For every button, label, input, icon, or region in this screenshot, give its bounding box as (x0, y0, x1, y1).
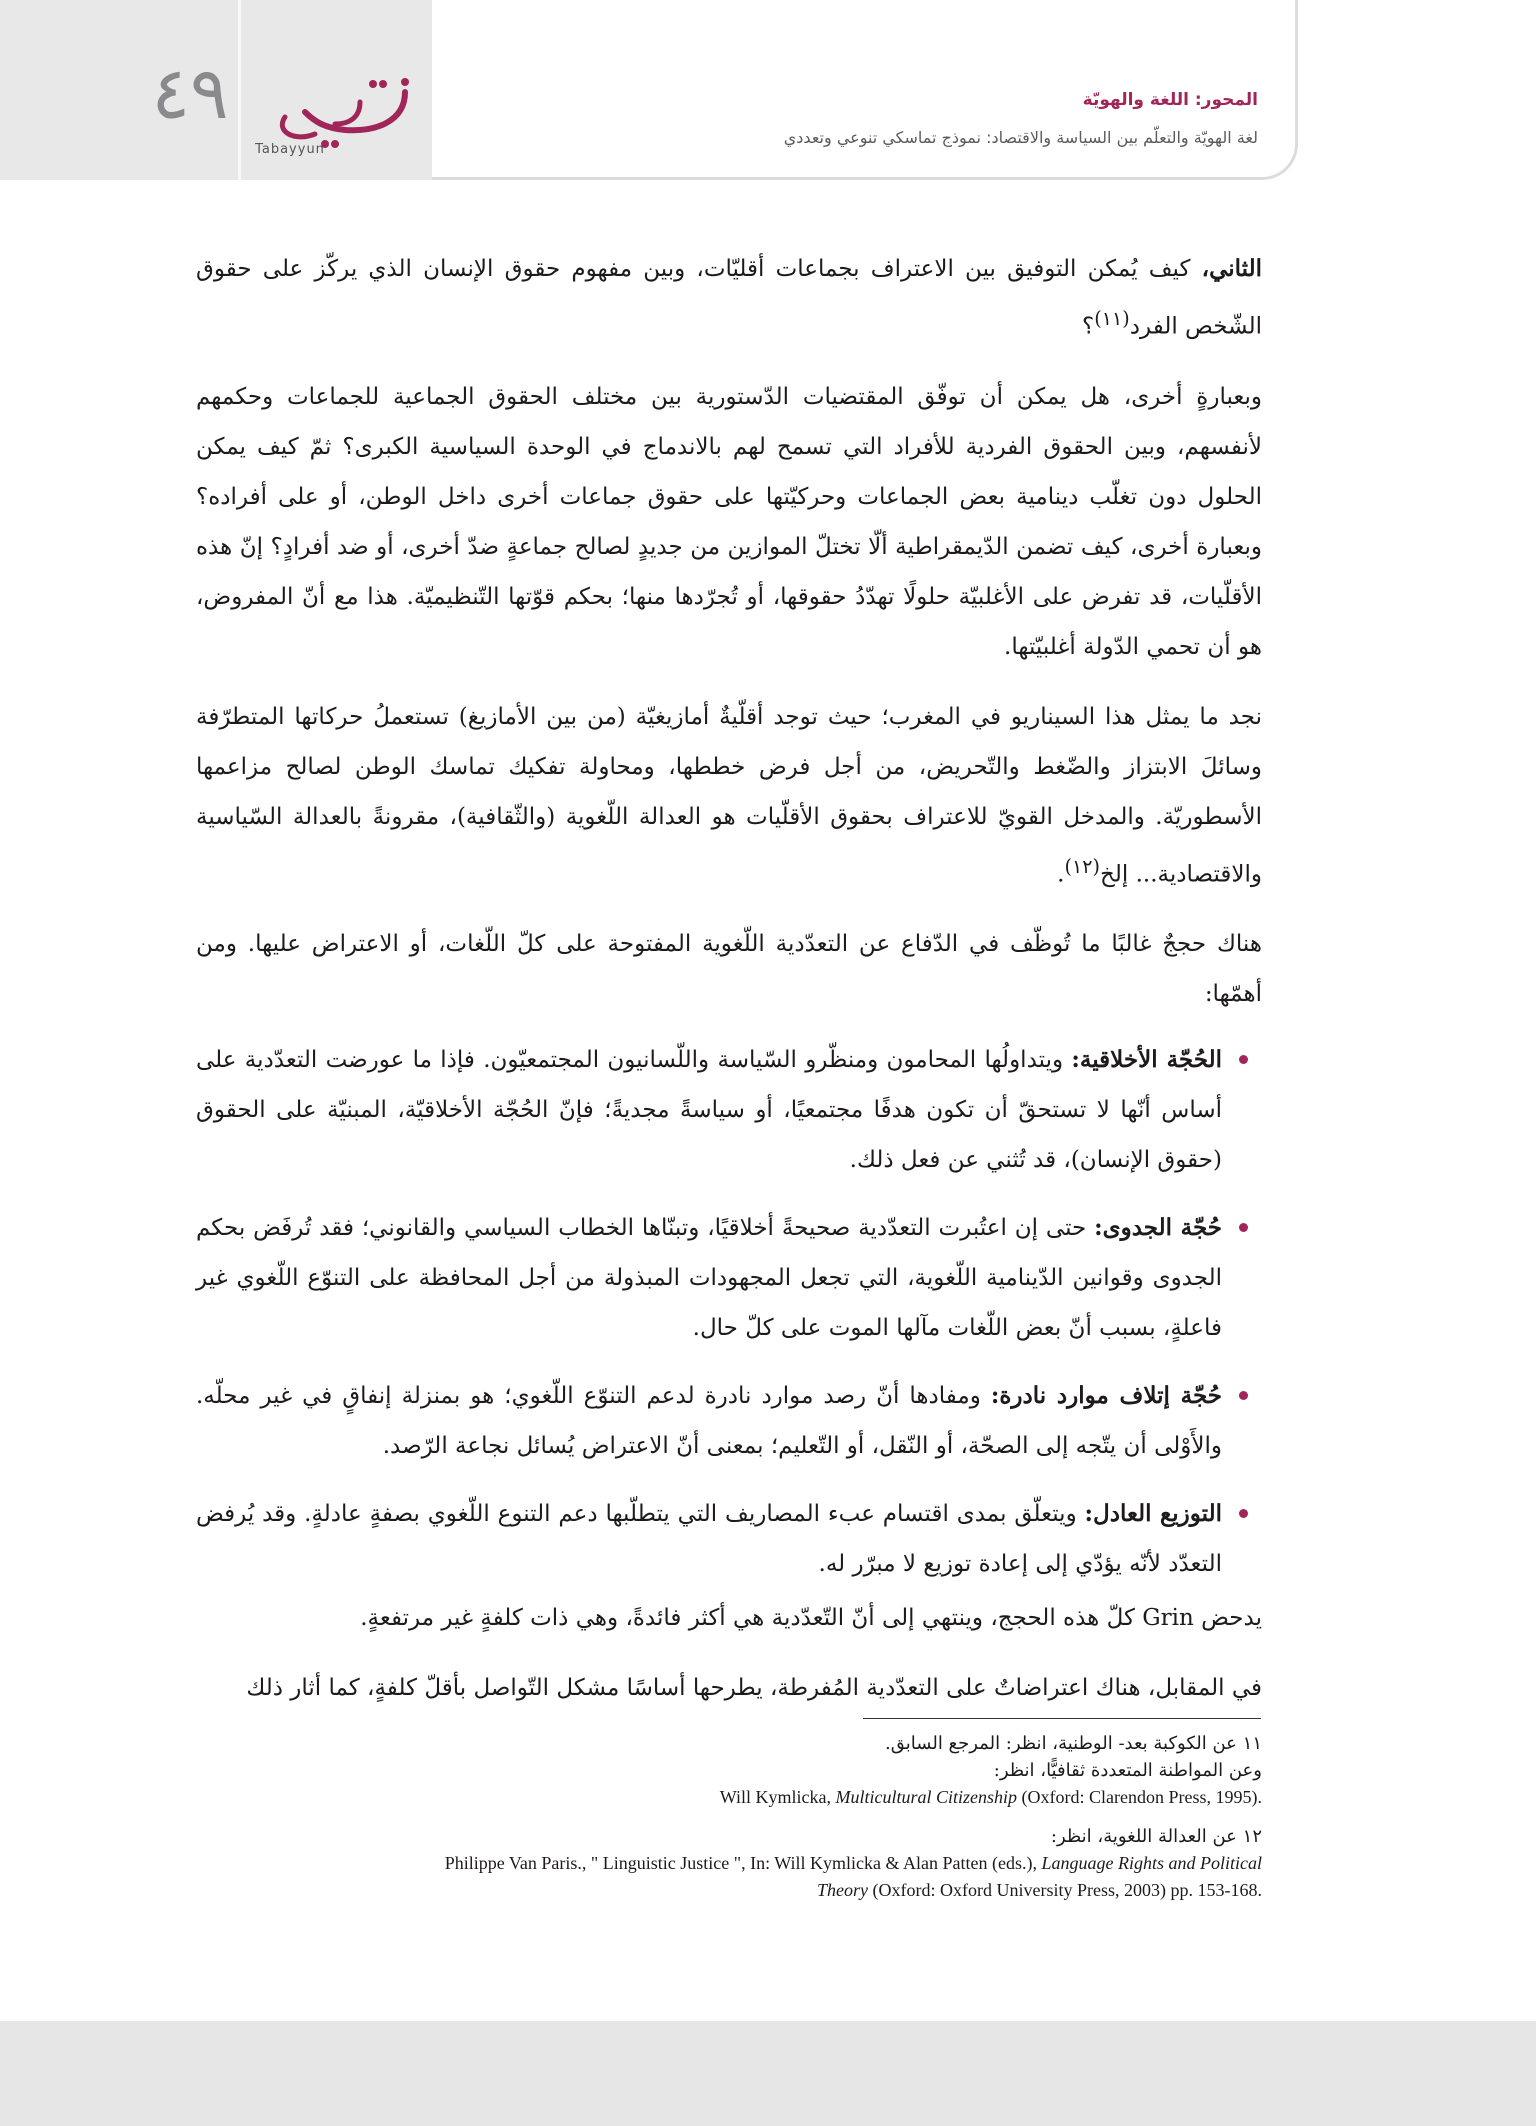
paragraph (196, 244, 1262, 352)
footnote-reference (196, 1850, 1262, 1877)
paragraph: وبعبارةٍ أخرى، هل يمكن أن توفّق المقتضيات الدّستورية بين مختلف الحقوق الجماعية للجماعات وحكمهم لأنفسهم، وبين الحقوق الفردية للأفراد التي تسمح لهم بالاندماج في الوحدة السياسية الكبرى؟ ثمّ كيف يمكن الحلول دون تغلّب دينامية بعض الجماعات وحركيّتها على حقوق جماعات أخرى داخل الوطن، أو على أفراده؟ وبعبارة أخرى، كيف تضمن الدّيمقراطية ألّا تختلّ الموازين من جديدٍ لصالح جماعةٍ ضدّ أخرى، أو ضد أفرادٍ؟ إنّ هذه الأقلّيات، قد تفرض على الأغلبيّة حلولًا تهدّدُ حقوقها، أو تُجرّدها منها؛ بحكم قوّتها التّنظيميّة. هذا مع أنّ المفروض، هو أن تحمي الدّولة أغلبيّتها. (196, 383, 1262, 660)
list-item-term: حُجّة إتلاف موارد نادرة: (990, 1382, 1223, 1410)
section-label: المحور: اللغة والهويّة (1082, 90, 1258, 110)
logo-latin-text: Tabayyun (255, 142, 325, 157)
bullet-icon (1239, 1055, 1248, 1064)
article-subtitle: لغة الهويّة والتعلّم بين السياسة والاقتصاد: نموذج تماسكي تنوعي وتعددي (783, 128, 1258, 147)
list-item (196, 1203, 1222, 1353)
footnote-ref[interactable]: (١٢) (1064, 854, 1101, 878)
paragraph (196, 692, 1262, 900)
paragraph: هناك حججٌ غالبًا ما تُوظّف في الدّفاع عن التعدّدية اللّغوية المفتوحة على كلّ اللّغات، أو الاعتراض عليها. ومن أهمّها: (196, 931, 1262, 1008)
list-item-term: الحُجّة الأخلاقية: (1071, 1046, 1223, 1074)
logo-mark-icon (255, 72, 425, 152)
page-footer-band (0, 2021, 1536, 2126)
footnote-reference (196, 1784, 1262, 1811)
reference-author: Will Kymlicka, (719, 1787, 836, 1807)
list-item (196, 1371, 1222, 1471)
article-body (196, 244, 1262, 1733)
paragraph-text: نجد ما يمثل هذا السيناريو في المغرب؛ حيث توجد أقلّيةٌ أمازيغيّة (من بين الأمازيغ) تستعملُ حركاتها المتطرّفة وسائلَ الابتزاز والضّغط والتّحريض، من أجل فرض خططها، ومحاولة تفكيك تماسك الوطن لصالح مزاعمها الأسطوريّة. والمدخل القويّ للاعتراف بحقوق الأقلّيات هو العدالة اللّغوية (والثّقافية)، مقرونةً بالعدالة السّياسية والاقتصادية... إلخ (196, 703, 1262, 888)
list-item-text: ومفادها أنّ رصد موارد نادرة لدعم التنوّع اللّغوي؛ هو بمنزلة إنفاقٍ في غير محلّه. والأَوْلى أن يتّجه إلى الصحّة، أو النّقل، أو التّعليم؛ بمعنى أنّ الاعتراض يُسائل نجاعة الرّصد. (196, 1383, 1222, 1460)
journal-logo (255, 72, 425, 172)
list-item-text: ويتعلّق بمدى اقتسام عبء المصاريف التي يتطلّبها دعم التنوع اللّغوي بصفةٍ عادلةٍ. وقد يُرفض التعدّد لأنّه يؤدّي إلى إعادة توزيع لا مبرّر له. (196, 1501, 1222, 1578)
argument-list (196, 1035, 1262, 1589)
list-item-term: حُجّة الجدوى: (1094, 1214, 1223, 1242)
page-number: ٤٩ (151, 51, 229, 135)
page-number-tab (0, 0, 432, 180)
list-item-text: ويتداولُها المحامون ومنظّرو السّياسة واللّسانيون المجتمعيّون. فإذا ما عورضت التعدّدية على أساس أنّها لا تستحقّ أن تكون هدفًا مجتمعيًا، أو سياسةً مجديةً؛ فإنّ الحُجّة الأخلاقيّة، المبنيّة على الحقوق (حقوق الإنسان)، قد تُثني عن فعل ذلك. (196, 1047, 1222, 1174)
footnote-11 (196, 1730, 1262, 1811)
footnotes (196, 1730, 1262, 1916)
paragraph-end: ؟ (1082, 313, 1095, 340)
bullet-icon (1239, 1509, 1248, 1518)
reference-title: Multicultural Citizenship (835, 1787, 1018, 1807)
paragraph-end: . (1057, 861, 1065, 888)
footnote-line: ١١ عن الكوكبة بعد- الوطنية، انظر: المرجع السابق. (885, 1733, 1262, 1754)
list-item-text: حتى إن اعتُبرت التعدّدية صحيحةً أخلاقيًا، وتبنّاها الخطاب السياسي والقانوني؛ فقد تُرفَض بحكم الجدوى وقوانين الدّينامية اللّغوية، التي تجعل المجهودات المبذولة من أجل المحافظة على التنوّع اللّغوي غير فاعلةٍ، بسبب أنّ بعض اللّغات مآلها الموت على كلّ حال. (196, 1215, 1222, 1342)
footnote-reference (196, 1877, 1262, 1904)
paragraph: في المقابل، هناك اعتراضاتٌ على التعدّدية المُفرطة، يطرحها أساسًا مشكل التّواصل بأقلّ كلفةٍ، كما أثار ذلك (246, 1675, 1262, 1702)
paragraph-lead: الثاني، (1201, 255, 1262, 282)
footnote-line: وعن المواطنة المتعددة ثقافيًّا، انظر: (993, 1760, 1262, 1781)
bullet-icon (1239, 1391, 1248, 1400)
reference-title: Theory (817, 1880, 869, 1900)
paragraph-text: كيف يُمكن التوفيق بين الاعتراف بجماعات أقليّات، وبين مفهوم حقوق الإنسان الذي يركّز على حقوق الشّخص الفرد (196, 256, 1262, 340)
footnote-line: ١٢ عن العدالة اللغوية، انظر: (1050, 1826, 1262, 1847)
list-item (196, 1489, 1222, 1589)
reference-details: (Oxford: Clarendon Press, 1995). (1017, 1787, 1262, 1807)
footnote-divider (863, 1718, 1261, 1719)
footnote-ref[interactable]: (١١) (1094, 307, 1130, 330)
reference-author: Philippe Van Paris., " Linguistic Justice ", In: Will Kymlicka & Alan Patten (eds.), (444, 1853, 1042, 1873)
footnote-12 (196, 1823, 1262, 1904)
reference-details: (Oxford: Oxford University Press, 2003) pp. 153-168. (868, 1880, 1262, 1900)
reference-title: Language Rights and Political (1041, 1853, 1262, 1873)
list-item (196, 1035, 1222, 1185)
paragraph: يدحض Grin كلّ هذه الحجج، وينتهي إلى أنّ التّعدّدية هي أكثر فائدةً، وهي ذات كلفةٍ غير مرتفعةٍ. (360, 1605, 1262, 1632)
bullet-icon (1239, 1223, 1248, 1232)
list-item-term: التوزيع العادل: (1084, 1500, 1223, 1528)
